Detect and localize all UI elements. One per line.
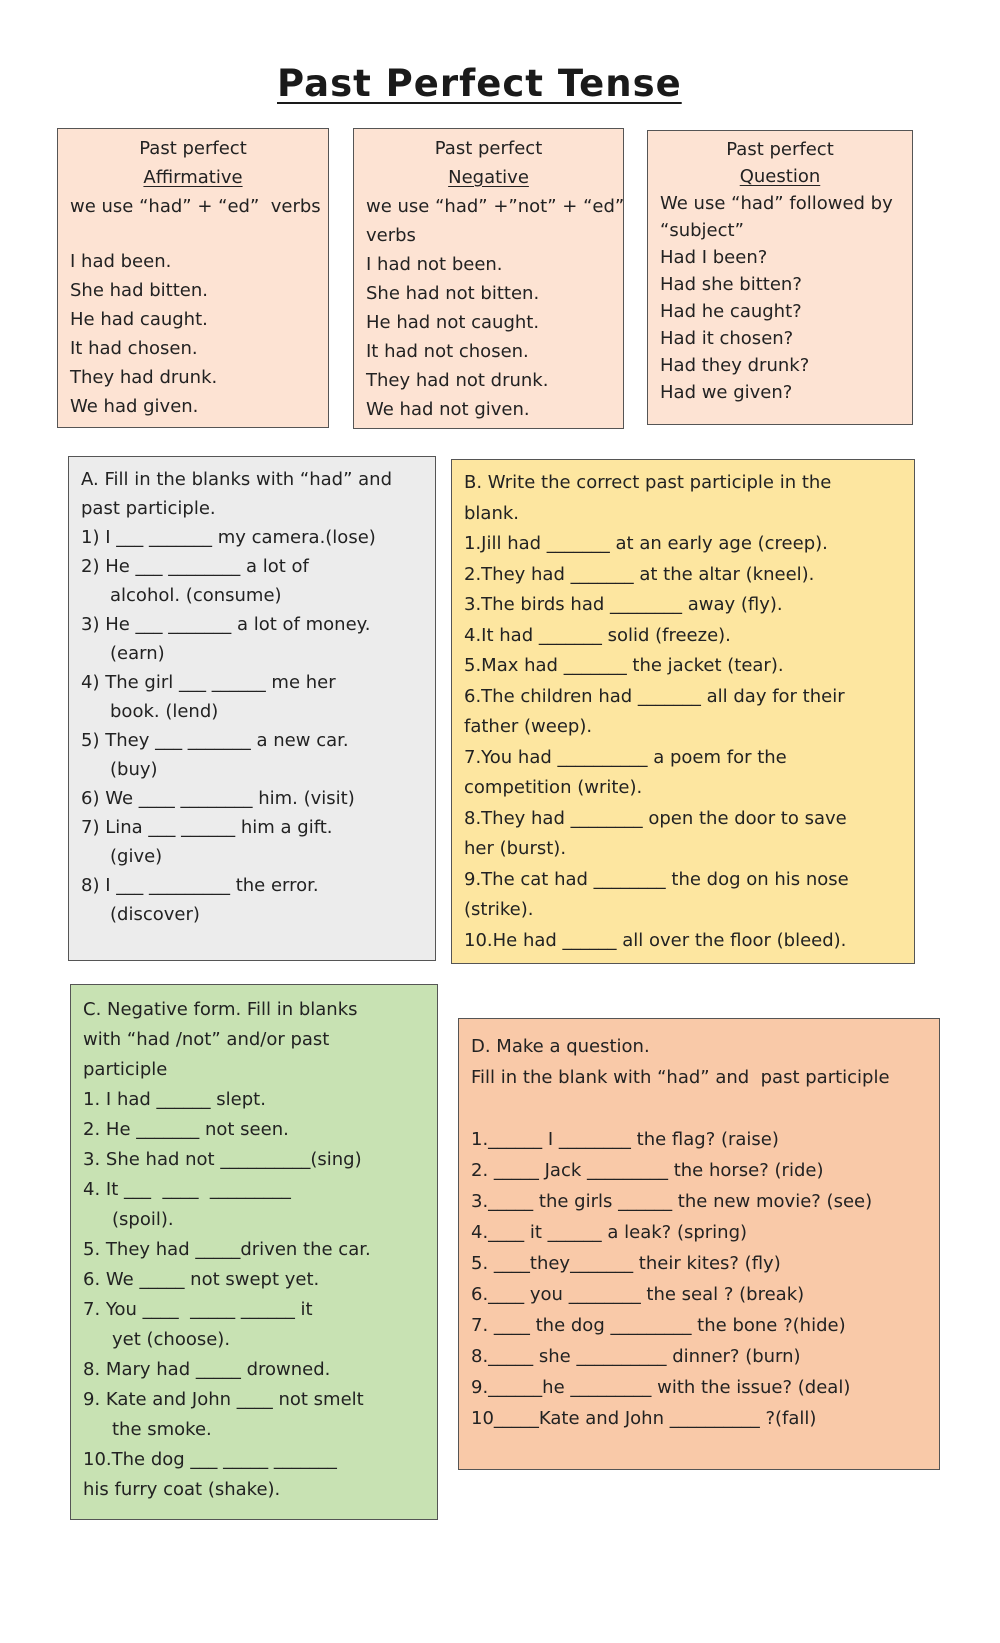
exercise-b-heading: B. Write the correct past participle in the <box>464 472 832 493</box>
item-continuation: (earn) <box>110 643 165 664</box>
item-text: They ___ _______ a new car. <box>105 730 349 751</box>
item-text: I ___ _______ my camera.(lose) <box>105 527 376 548</box>
item-text: I had ______ slept. <box>105 1089 266 1110</box>
item-number: 6) <box>81 788 100 809</box>
exercise-item <box>81 610 423 639</box>
exercise-d-heading: Fill in the blank with “had” and past participle <box>471 1067 890 1088</box>
affirmative-rule-box <box>57 128 329 428</box>
item-text: She had not __________(sing) <box>105 1149 362 1170</box>
exercise-line: 2. _____ Jack _________ the horse? (ride) <box>471 1160 824 1181</box>
page-title: Past Perfect Tense <box>277 62 682 105</box>
exercise-line: 2.They had _______ at the altar (kneel). <box>464 563 815 585</box>
exercise-b-heading: blank. <box>464 502 520 524</box>
exercise-item <box>83 1085 425 1115</box>
example-line: They had drunk. <box>70 367 218 388</box>
item-text: We ____ ________ him. (visit) <box>105 788 355 809</box>
item-text: Lina ___ ______ him a gift. <box>105 817 333 838</box>
item-continuation: book. (lend) <box>110 701 219 722</box>
example-line: We had not given. <box>366 399 530 420</box>
exercise-c-heading: C. Negative form. Fill in blanks <box>83 999 358 1020</box>
item-text: You ____ _____ ______ it <box>105 1299 313 1320</box>
question-rule-box <box>647 130 913 425</box>
item-text: The girl ___ ______ me her <box>105 672 336 693</box>
exercise-line: 9.The cat had ________ the dog on his nose <box>464 868 849 890</box>
exercise-line: 6.The children had _______ all day for their <box>464 685 845 707</box>
affirmative-subheading: Affirmative <box>143 167 243 188</box>
exercise-line: 7. ____ the dog _________ the bone ?(hide) <box>471 1315 846 1336</box>
question-heading: Past perfect <box>726 139 834 160</box>
exercise-item <box>81 668 423 697</box>
item-number: 2. <box>83 1119 101 1140</box>
example-line: He had caught. <box>70 309 208 330</box>
negative-subheading: Negative <box>448 167 529 188</box>
item-number: 4. <box>83 1179 101 1200</box>
exercise-line: 5.Max had _______ the jacket (tear). <box>464 655 784 676</box>
item-text: We _____ not swept yet. <box>105 1269 320 1290</box>
exercise-b-box <box>451 459 915 964</box>
exercise-line: 10_____Kate and John __________ ?(fall) <box>471 1408 817 1429</box>
item-continuation: (spoil). <box>112 1209 174 1230</box>
example-line: Had it chosen? <box>660 328 794 349</box>
item-number: 1. <box>83 1089 101 1110</box>
item-continuation: (buy) <box>110 759 158 780</box>
exercise-line: competition (write). <box>464 777 643 798</box>
item-number: 5. <box>83 1239 101 1260</box>
item-text: Kate and John ____ not smelt <box>105 1389 364 1410</box>
item-number: 2) <box>81 556 100 577</box>
exercise-a-heading: past participle. <box>81 498 216 519</box>
exercise-line: 1.Jill had _______ at an early age (creep). <box>464 533 828 554</box>
example-line: She had not bitten. <box>366 283 540 304</box>
exercise-d-box <box>458 1018 940 1470</box>
exercise-item <box>83 1115 425 1145</box>
exercise-c-box <box>70 984 438 1520</box>
example-line: Had they drunk? <box>660 355 810 376</box>
item-number: 7. <box>83 1299 101 1320</box>
item-number: 7) <box>81 817 100 838</box>
question-subheading: Question <box>739 166 821 187</box>
item-number: 5) <box>81 730 100 751</box>
example-line: It had not chosen. <box>366 341 529 362</box>
exercise-item <box>83 1355 425 1385</box>
exercise-item <box>83 1235 425 1265</box>
exercise-line: 9.______he _________ with the issue? (deal) <box>471 1377 851 1398</box>
item-text: He _______ not seen. <box>105 1119 289 1140</box>
item-continuation: the smoke. <box>112 1419 212 1440</box>
item-number: 8. <box>83 1359 101 1380</box>
item-continuation: (give) <box>110 846 163 867</box>
exercise-item <box>83 1385 425 1415</box>
exercise-c-heading: with “had /not” and/or past <box>83 1029 330 1050</box>
item-continuation: yet (choose). <box>112 1329 231 1350</box>
exercise-item <box>83 1175 425 1205</box>
item-text: He ___ ________ a lot of <box>105 556 309 577</box>
example-line: Had she bitten? <box>660 274 802 295</box>
exercise-item <box>83 1265 425 1295</box>
exercise-line: 7.You had __________ a poem for the <box>464 746 787 768</box>
exercise-c-heading: participle <box>83 1059 168 1080</box>
exercise-line: 3.The birds had ________ away (fly). <box>464 594 783 615</box>
exercise-line: father (weep). <box>464 716 593 737</box>
item-text: He ___ _______ a lot of money. <box>105 614 371 635</box>
example-line: She had bitten. <box>70 280 208 301</box>
exercise-item <box>81 726 423 755</box>
exercise-line: 6.____ you ________ the seal ? (break) <box>471 1284 805 1305</box>
example-line: Had he caught? <box>660 301 802 322</box>
item-continuation: (discover) <box>110 904 200 925</box>
item-number: 10 <box>83 1449 106 1470</box>
example-line: He had not caught. <box>366 312 540 333</box>
item-number: 1) <box>81 527 100 548</box>
item-number: 8) <box>81 875 100 896</box>
exercise-line: her (burst). <box>464 838 567 859</box>
example-line: I had not been. <box>366 254 503 275</box>
negative-heading: Past perfect <box>434 138 543 159</box>
item-text: Mary had _____ drowned. <box>105 1359 331 1380</box>
exercise-item <box>81 784 423 813</box>
affirmative-rule: we use “had” + “ed” verbs <box>70 196 321 217</box>
exercise-item <box>83 1445 425 1475</box>
affirmative-heading: Past perfect <box>139 138 247 159</box>
exercise-line: 10.He had ______ all over the floor (bleed). <box>464 929 847 951</box>
example-line: I had been. <box>70 251 172 272</box>
negative-rule-box <box>353 128 624 429</box>
exercise-line: 1.______ I ________ the flag? (raise) <box>471 1129 779 1150</box>
item-number: 6. <box>83 1269 101 1290</box>
negative-rule-line: verbs <box>366 225 416 246</box>
exercise-a-heading: A. Fill in the blanks with “had” and <box>81 469 393 490</box>
item-continuation: alcohol. (consume) <box>110 585 282 606</box>
exercise-line: 8._____ she __________ dinner? (burn) <box>471 1346 801 1367</box>
exercise-d-heading: D. Make a question. <box>471 1036 650 1057</box>
negative-rule-line: we use “had” +”not” + “ed” <box>366 196 625 217</box>
question-rule-line: “subject” <box>660 220 744 241</box>
exercise-item <box>81 813 423 842</box>
example-line: We had given. <box>70 396 199 417</box>
exercise-item <box>81 871 423 900</box>
item-number: 9. <box>83 1389 101 1410</box>
example-line: Had we given? <box>660 382 793 403</box>
exercise-item <box>81 523 423 552</box>
item-text: .The dog ___ _____ _______ <box>105 1449 337 1470</box>
exercise-line: 5. ____they_______ their kites? (fly) <box>471 1253 781 1274</box>
item-text: I ___ _________ the error. <box>105 875 319 896</box>
exercise-a-box <box>68 456 436 961</box>
example-line: It had chosen. <box>70 338 198 359</box>
exercise-item <box>83 1145 425 1175</box>
item-text: It ___ ____ _________ <box>105 1179 291 1200</box>
question-rule-line: We use “had” followed by <box>660 193 893 214</box>
exercise-line: 4.It had _______ solid (freeze). <box>464 624 731 646</box>
item-number: 4) <box>81 672 100 693</box>
exercise-line: 3._____ the girls ______ the new movie? (see) <box>471 1191 873 1212</box>
exercise-item <box>81 552 423 581</box>
item-continuation: his furry coat (shake). <box>83 1479 281 1500</box>
item-number: 3. <box>83 1149 101 1170</box>
exercise-line: 8.They had ________ open the door to save <box>464 807 847 829</box>
exercise-item <box>83 1295 425 1325</box>
exercise-line: 4.____ it ______ a leak? (spring) <box>471 1222 748 1243</box>
item-text: They had _____driven the car. <box>105 1239 371 1260</box>
example-line: They had not drunk. <box>366 370 549 391</box>
example-line: Had I been? <box>660 247 768 268</box>
exercise-line: (strike). <box>464 899 534 920</box>
item-number: 3) <box>81 614 100 635</box>
